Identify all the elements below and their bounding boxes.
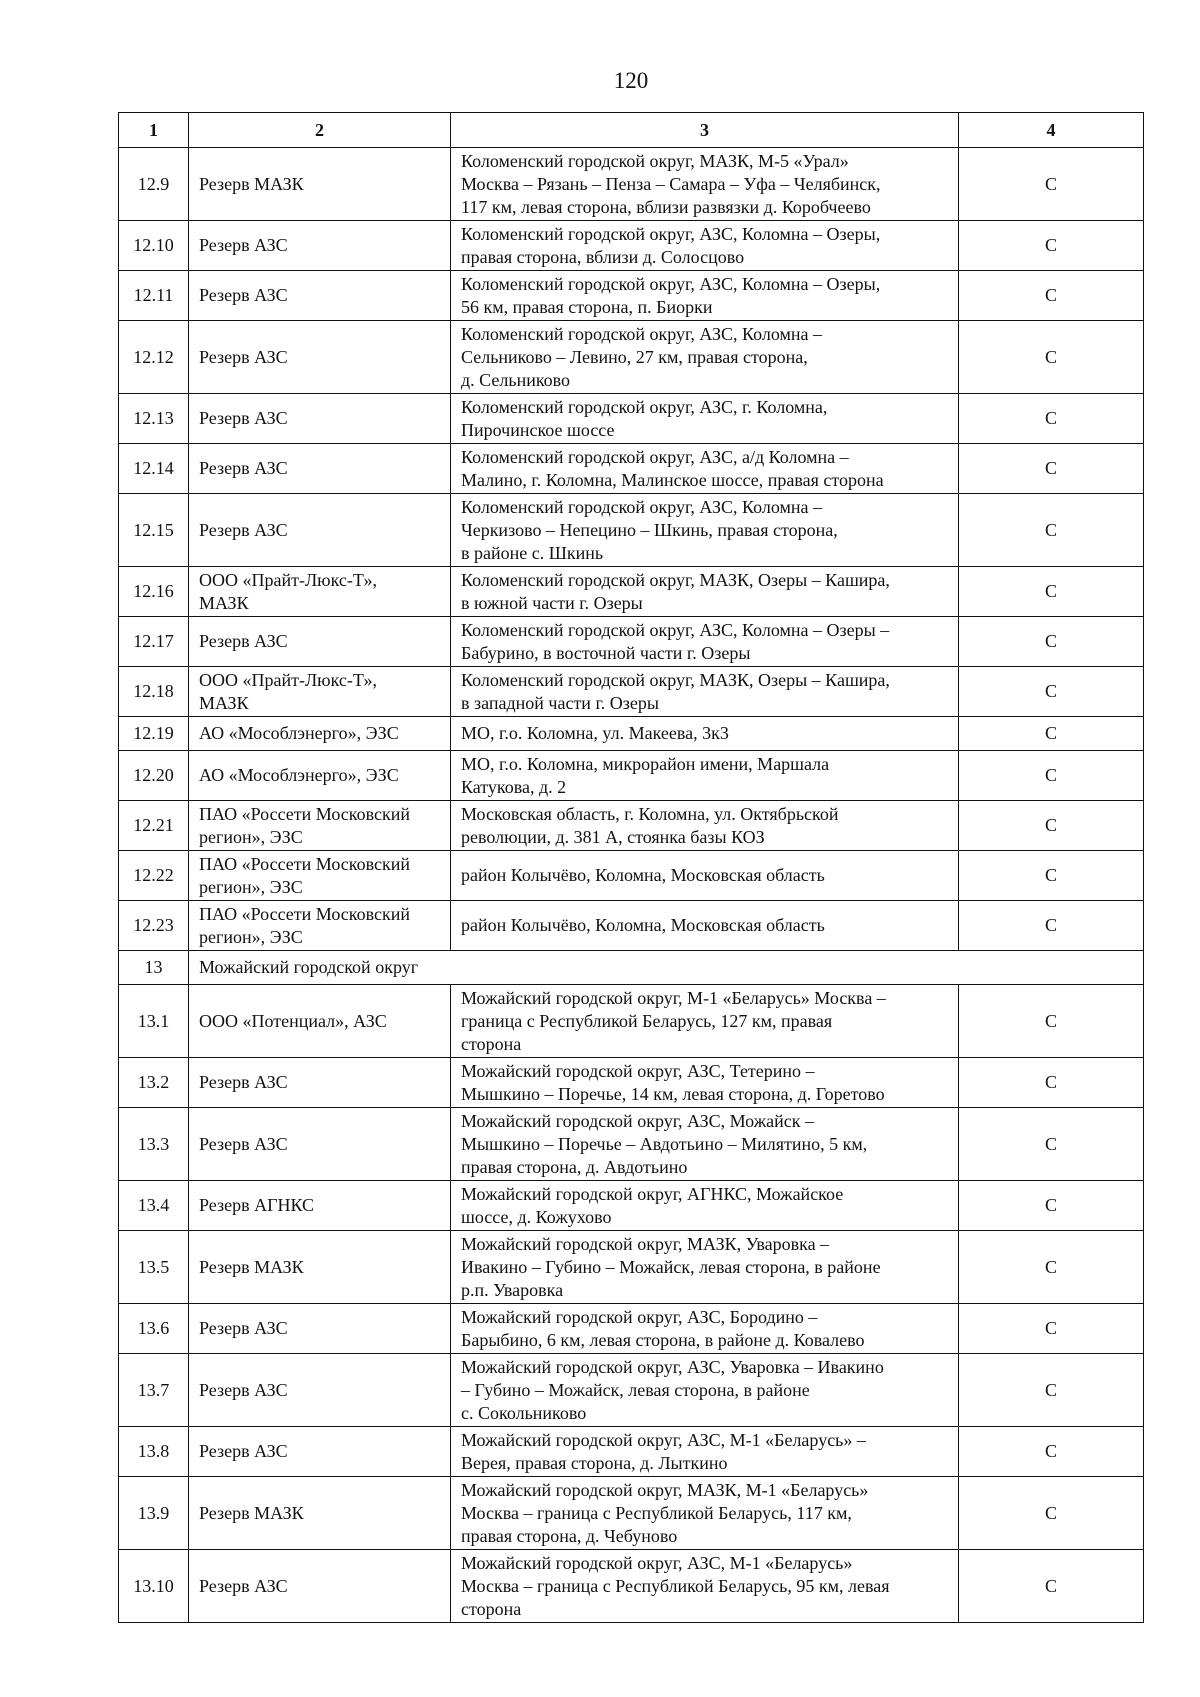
row-name: Резерв МАЗК (189, 148, 451, 221)
table-body (119, 148, 1144, 1623)
row-address: район Колычёво, Коломна, Московская область (451, 851, 959, 901)
row-address: Коломенский городской округ, АЗС, Коломна – Черкизово – Непецино – Шкинь, правая сторона, в районе с. Шкинь (451, 494, 959, 567)
row-name: Резерв МАЗК (189, 1477, 451, 1550)
row-number: 12.21 (119, 801, 189, 851)
row-code: С (959, 985, 1144, 1058)
row-address: Можайский городской округ, М-1 «Беларусь» Москва – граница с Республикой Беларусь, 127 км, правая сторона (451, 985, 959, 1058)
row-name: Резерв АЗС (189, 617, 451, 667)
row-address: Можайский городской округ, АЗС, Тетерино – Мышкино – Поречье, 14 км, левая сторона, д. Горетово (451, 1058, 959, 1108)
table-row (119, 617, 1144, 667)
table-row (119, 1304, 1144, 1354)
row-name: Резерв АЗС (189, 494, 451, 567)
row-name: Резерв АЗС (189, 321, 451, 394)
row-code: С (959, 394, 1144, 444)
row-number: 13.1 (119, 985, 189, 1058)
row-address: Можайский городской округ, МАЗК, Уваровка – Ивакино – Губино – Можайск, левая сторона, в районе р.п. Уваровка (451, 1231, 959, 1304)
row-number: 12.13 (119, 394, 189, 444)
row-address: Коломенский городской округ, МАЗК, Озеры – Кашира, в западной части г. Озеры (451, 667, 959, 717)
table-row (119, 394, 1144, 444)
row-name: ООО «Потенциал», АЗС (189, 985, 451, 1058)
table-row (119, 1477, 1144, 1550)
row-number: 13.3 (119, 1108, 189, 1181)
row-code: С (959, 1354, 1144, 1427)
table-row (119, 1427, 1144, 1477)
row-address: Коломенский городской округ, АЗС, г. Коломна, Пирочинское шоссе (451, 394, 959, 444)
row-number: 12.23 (119, 901, 189, 951)
column-header-2: 2 (189, 113, 451, 148)
column-header-3: 3 (451, 113, 959, 148)
row-name: Резерв АГНКС (189, 1181, 451, 1231)
table-row (119, 494, 1144, 567)
row-number: 12.14 (119, 444, 189, 494)
table-row (119, 1550, 1144, 1623)
row-name: ПАО «Россети Московский регион», ЭЗС (189, 851, 451, 901)
table-row (119, 148, 1144, 221)
stations-table (118, 112, 1144, 1623)
page-number: 120 (613, 68, 649, 93)
table-row (119, 444, 1144, 494)
table-row (119, 851, 1144, 901)
row-name: Резерв АЗС (189, 1108, 451, 1181)
row-number: 13.7 (119, 1354, 189, 1427)
row-name: Резерв МАЗК (189, 1231, 451, 1304)
row-name: ПАО «Россети Московский регион», ЭЗС (189, 801, 451, 851)
row-code: С (959, 667, 1144, 717)
row-code: С (959, 1181, 1144, 1231)
row-number: 12.11 (119, 271, 189, 321)
row-code: С (959, 801, 1144, 851)
row-address: Можайский городской округ, АГНКС, Можайское шоссе, д. Кожухово (451, 1181, 959, 1231)
row-number: 13.8 (119, 1427, 189, 1477)
table-row (119, 717, 1144, 751)
row-number: 12.18 (119, 667, 189, 717)
row-address: Московская область, г. Коломна, ул. Октябрьской революции, д. 381 А, стоянка базы КОЗ (451, 801, 959, 851)
row-name: ООО «Прайт-Люкс-Т», МАЗК (189, 667, 451, 717)
table-row (119, 1354, 1144, 1427)
row-code: С (959, 148, 1144, 221)
row-name: АО «Мособлэнерго», ЭЗС (189, 751, 451, 801)
section-title: Можайский городской округ (189, 951, 1144, 985)
row-number: 12.9 (119, 148, 189, 221)
section-number: 13 (119, 951, 189, 985)
table-row (119, 801, 1144, 851)
table-row (119, 1231, 1144, 1304)
column-header-1: 1 (119, 113, 189, 148)
row-address: Можайский городской округ, АЗС, Уваровка – Ивакино – Губино – Можайск, левая сторона, в районе с. Сокольниково (451, 1354, 959, 1427)
table-row (119, 221, 1144, 271)
row-number: 13.4 (119, 1181, 189, 1231)
row-code: С (959, 717, 1144, 751)
row-code: С (959, 1550, 1144, 1623)
row-number: 12.19 (119, 717, 189, 751)
row-number: 12.15 (119, 494, 189, 567)
row-number: 13.2 (119, 1058, 189, 1108)
table-row (119, 567, 1144, 617)
row-address: Коломенский городской округ, АЗС, Коломна – Сельниково – Левино, 27 км, правая сторона, д. Сельниково (451, 321, 959, 394)
row-address: Коломенский городской округ, АЗС, Коломна – Озеры, 56 км, правая сторона, п. Биорки (451, 271, 959, 321)
row-number: 12.22 (119, 851, 189, 901)
row-number: 12.12 (119, 321, 189, 394)
table-row (119, 1058, 1144, 1108)
row-code: С (959, 221, 1144, 271)
table-row (119, 985, 1144, 1058)
row-number: 13.10 (119, 1550, 189, 1623)
row-address: Можайский городской округ, МАЗК, М-1 «Беларусь» Москва – граница с Республикой Беларусь, 117 км, правая сторона, д. Чебуново (451, 1477, 959, 1550)
row-address: район Колычёво, Коломна, Московская область (451, 901, 959, 951)
row-address: Коломенский городской округ, АЗС, Коломна – Озеры, правая сторона, вблизи д. Солосцово (451, 221, 959, 271)
row-number: 12.20 (119, 751, 189, 801)
row-code: С (959, 617, 1144, 667)
table-row (119, 901, 1144, 951)
row-name: Резерв АЗС (189, 1058, 451, 1108)
row-address: Можайский городской округ, АЗС, Можайск – Мышкино – Поречье – Авдотьино – Милятино, 5 км, правая сторона, д. Авдотьино (451, 1108, 959, 1181)
row-address: Можайский городской округ, АЗС, М-1 «Беларусь» Москва – граница с Республикой Беларусь, 95 км, левая сторона (451, 1550, 959, 1623)
table-row (119, 321, 1144, 394)
row-code: С (959, 1231, 1144, 1304)
row-code: С (959, 321, 1144, 394)
row-name: Резерв АЗС (189, 1427, 451, 1477)
row-code: С (959, 444, 1144, 494)
row-address: Можайский городской округ, АЗС, Бородино – Барыбино, 6 км, левая сторона, в районе д. Ковалево (451, 1304, 959, 1354)
row-address: Коломенский городской округ, АЗС, а/д Коломна – Малино, г. Коломна, Малинское шоссе, правая сторона (451, 444, 959, 494)
row-name: Резерв АЗС (189, 271, 451, 321)
row-address: Коломенский городской округ, МАЗК, Озеры – Кашира, в южной части г. Озеры (451, 567, 959, 617)
row-name: Резерв АЗС (189, 444, 451, 494)
row-address: Коломенский городской округ, МАЗК, М-5 «Урал» Москва – Рязань – Пенза – Самара – Уфа – Челябинск, 117 км, левая сторона, вблизи развязки д. Коробчеево (451, 148, 959, 221)
row-code: С (959, 494, 1144, 567)
table-row (119, 667, 1144, 717)
row-code: С (959, 1058, 1144, 1108)
row-number: 12.16 (119, 567, 189, 617)
row-address: Коломенский городской округ, АЗС, Коломна – Озеры – Бабурино, в восточной части г. Озеры (451, 617, 959, 667)
row-number: 13.9 (119, 1477, 189, 1550)
row-code: С (959, 751, 1144, 801)
row-address: МО, г.о. Коломна, микрорайон имени, Маршала Катукова, д. 2 (451, 751, 959, 801)
section-row (119, 951, 1144, 985)
row-number: 12.10 (119, 221, 189, 271)
row-name: Резерв АЗС (189, 1304, 451, 1354)
row-name: ООО «Прайт-Люкс-Т», МАЗК (189, 567, 451, 617)
table-header-row (119, 113, 1144, 148)
row-number: 12.17 (119, 617, 189, 667)
table-row (119, 751, 1144, 801)
row-name: Резерв АЗС (189, 1550, 451, 1623)
row-address: МО, г.о. Коломна, ул. Макеева, 3к3 (451, 717, 959, 751)
row-name: ПАО «Россети Московский регион», ЭЗС (189, 901, 451, 951)
row-code: С (959, 1108, 1144, 1181)
row-code: С (959, 901, 1144, 951)
row-number: 13.5 (119, 1231, 189, 1304)
row-number: 13.6 (119, 1304, 189, 1354)
row-code: С (959, 1427, 1144, 1477)
row-name: Резерв АЗС (189, 1354, 451, 1427)
row-code: С (959, 1477, 1144, 1550)
table-row (119, 1108, 1144, 1181)
row-name: Резерв АЗС (189, 394, 451, 444)
row-code: С (959, 1304, 1144, 1354)
row-name: Резерв АЗС (189, 221, 451, 271)
row-code: С (959, 567, 1144, 617)
row-code: С (959, 851, 1144, 901)
table-row (119, 271, 1144, 321)
column-header-4: 4 (959, 113, 1144, 148)
row-name: АО «Мособлэнерго», ЭЗС (189, 717, 451, 751)
table-row (119, 1181, 1144, 1231)
row-address: Можайский городской округ, АЗС, М-1 «Беларусь» – Верея, правая сторона, д. Лыткино (451, 1427, 959, 1477)
row-code: С (959, 271, 1144, 321)
